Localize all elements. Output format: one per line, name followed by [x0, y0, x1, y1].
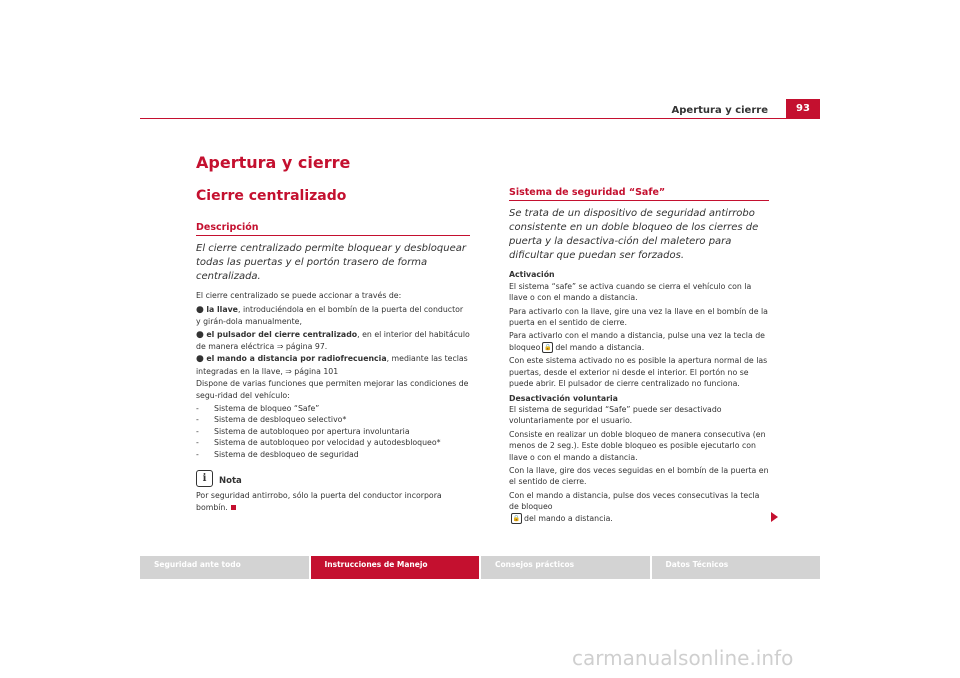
lock-key-icon: 🔒 [544, 344, 552, 352]
bullet-icon: ● [196, 329, 204, 340]
running-header-title: Apertura y cierre [671, 105, 768, 116]
footer-nav [140, 556, 820, 579]
paragraph: Consiste en realizar un doble bloqueo de manera consecutiva (en menos de 2 seg.). Este doble bloqueo es posible ejecutarlo con llave o con el mando a distancia. [509, 429, 766, 462]
note-text [196, 490, 470, 513]
list-item: - Sistema de bloqueo “Safe” [196, 404, 320, 414]
bullet-bold: el pulsador del cierre centralizado [206, 329, 358, 339]
paragraph-part: Para activarlo con el mando a distancia, pulse una vez la tecla de bloqueo [509, 331, 765, 352]
footer-tab-seguridad[interactable]: Seguridad ante todo [140, 556, 309, 579]
header-rule [140, 118, 820, 119]
footer-tab-instrucciones[interactable]: Instrucciones de Manejo [311, 556, 480, 579]
intro-text: El cierre centralizado se puede accionar a través de: [196, 291, 402, 301]
info-icon: i [196, 470, 213, 487]
continue-arrow-icon [771, 512, 778, 522]
list-item-text: Sistema de bloqueo “Safe” [214, 404, 320, 414]
functions-intro: Dispone de varias funciones que permiten mejorar las condiciones de segu-ridad del vehículo: [196, 379, 469, 400]
list-item-text: Sistema de autobloqueo por apertura involuntaria [214, 426, 410, 436]
list-item-text: Sistema de autobloqueo por velocidad y autodesbloqueo* [214, 438, 441, 448]
paragraph: El sistema “safe” se activa cuando se cierra el vehículo con la llave o con el mando a distancia. [509, 281, 752, 303]
list-item: - Sistema de autobloqueo por apertura involuntaria [196, 426, 410, 436]
section-title: Cierre centralizado [196, 188, 347, 204]
lead-descripcion: El cierre centralizado permite bloquear y desbloquear todas las puertas y el portón trasero de forma centralizada. [196, 243, 466, 283]
activation-heading: Activación [509, 270, 555, 280]
paragraph [509, 330, 769, 353]
deactivation-heading: Desactivación voluntaria [509, 393, 618, 403]
bullet-text: , mediante las teclas integradas en la llave, ⇒ página 101 [196, 354, 468, 376]
subhead-safe: Sistema de seguridad “Safe” [509, 187, 769, 201]
list-item: - Sistema de desbloqueo de seguridad [196, 449, 359, 459]
bullet-item [196, 304, 470, 328]
list-item: - Sistema de desbloqueo selectivo* [196, 415, 347, 425]
list-item-text: Sistema de desbloqueo selectivo* [214, 415, 347, 425]
list-item-text: Sistema de desbloqueo de seguridad [214, 449, 359, 459]
bullet-icon: ● [196, 354, 204, 365]
lock-key-icon: 🔒 [512, 515, 521, 523]
footer-tab-datos[interactable]: Datos Técnicos [652, 556, 821, 579]
note-label: Nota [219, 475, 242, 486]
bullet-text: , introduciéndola en el bombín de la puerta del conductor y girán-dola manualmente, [196, 304, 464, 327]
bullet-item [196, 329, 470, 353]
page-number-badge: 93 [786, 99, 820, 119]
bullet-text: , en el interior del habitáculo de manera eléctrica ⇒ página 97. [196, 329, 470, 352]
bullet-bold: la llave [206, 304, 238, 314]
paragraph-part: del mando a distancia. [555, 342, 645, 352]
paragraph: Con la llave, gire dos veces seguidas en el bombín de la puerta en el sentido de cierre. [509, 466, 769, 487]
right-column [509, 187, 769, 526]
paragraph: El sistema de seguridad “Safe” puede ser desactivado voluntariamente por el usuario. [509, 404, 722, 426]
bullet-item [196, 353, 470, 377]
paragraph [509, 490, 769, 524]
paragraph-part: Con el mando a distancia, pulse dos veces consecutivas la tecla de bloqueo [509, 490, 760, 512]
chapter-title: Apertura y cierre [196, 153, 351, 172]
left-column [196, 222, 470, 515]
paragraph-part: del mando a distancia. [524, 513, 613, 523]
lead-safe: Se trata de un dispositivo de seguridad antirrobo consistente en un doble bloqueo de los cierres de puerta y la desactiva-ción del maletero para dificultar que puedan ser forzados. [509, 208, 759, 262]
note-body: Por seguridad antirrobo, sólo la puerta del conductor incorpora bombín. [196, 491, 442, 512]
watermark: carmanualsonline.info [572, 646, 794, 670]
note-header [196, 470, 470, 487]
list-item: - Sistema de autobloqueo por velocidad y autodesbloqueo* [196, 438, 441, 448]
footer-tab-consejos[interactable]: Consejos prácticos [481, 556, 650, 579]
paragraph: Con este sistema activado no es posible la apertura normal de las puertas, desde el exterior ni desde el interior. El portón no se puede abrir. El pulsador de cierre centralizado no funciona. [509, 356, 768, 389]
bullet-bold: el mando a distancia por radiofrecuencia [206, 354, 387, 364]
paragraph: Para activarlo con la llave, gire una vez la llave en el bombín de la puerta en el sentido de cierre. [509, 306, 768, 328]
subhead-descripcion: Descripción [196, 222, 470, 236]
bullet-icon: ● [196, 304, 204, 315]
end-of-section-mark [231, 505, 236, 510]
